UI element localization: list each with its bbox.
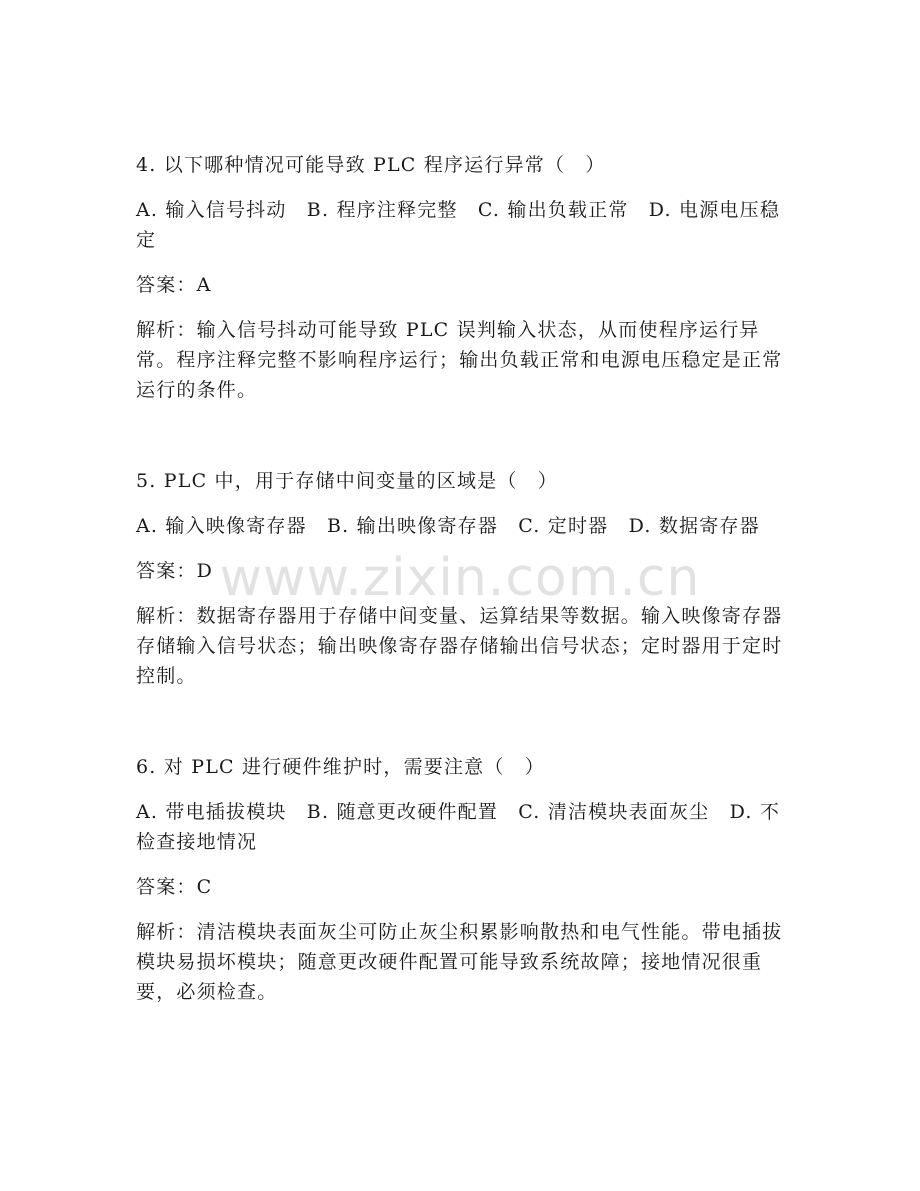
question-options: A. 输入映像寄存器 B. 输出映像寄存器 C. 定时器 D. 数据寄存器 [136,515,760,537]
question-stem: 5. PLC 中，用于存储中间变量的区域是（ ） [136,470,558,492]
document-page [136,150,786,1022]
block-spacer [136,420,786,466]
question-4 [136,150,786,405]
question-answer: 答案：A [136,274,212,296]
question-options: A. 输入信号抖动 B. 程序注释完整 C. 输出负载正常 D. 电源电压稳定 [136,199,781,251]
question-answer: 答案：C [136,876,213,898]
question-6 [136,752,786,1007]
question-analysis: 解析：数据寄存器用于存储中间变量、运算结果等数据。输入映像寄存器存储输入信号状态；输出映像寄存器存储输出信号状态；定时器用于定时控制。 [136,605,783,687]
watermark-text: www.zixin.com.cn [219,548,701,608]
question-stem: 4. 以下哪种情况可能导致 PLC 程序运行异常（ ） [136,154,606,176]
question-analysis: 解析：清洁模块表面灰尘可防止灰尘积累影响散热和电气性能。带电插拔模块易损坏模块；随意更改硬件配置可能导致系统故障；接地情况很重要，必须检查。 [136,921,783,1003]
question-options: A. 带电插拔模块 B. 随意更改硬件配置 C. 清洁模块表面灰尘 D. 不检查接地情况 [136,801,781,853]
question-analysis: 解析：输入信号抖动可能导致 PLC 误判输入状态，从而使程序运行异常。程序注释完整不影响程序运行；输出负载正常和电源电压稳定是正常运行的条件。 [136,319,783,401]
block-spacer [136,706,786,752]
question-answer: 答案：D [136,560,214,582]
question-5 [136,466,786,691]
question-stem: 6. 对 PLC 进行硬件维护时，需要注意（ ） [136,756,545,778]
